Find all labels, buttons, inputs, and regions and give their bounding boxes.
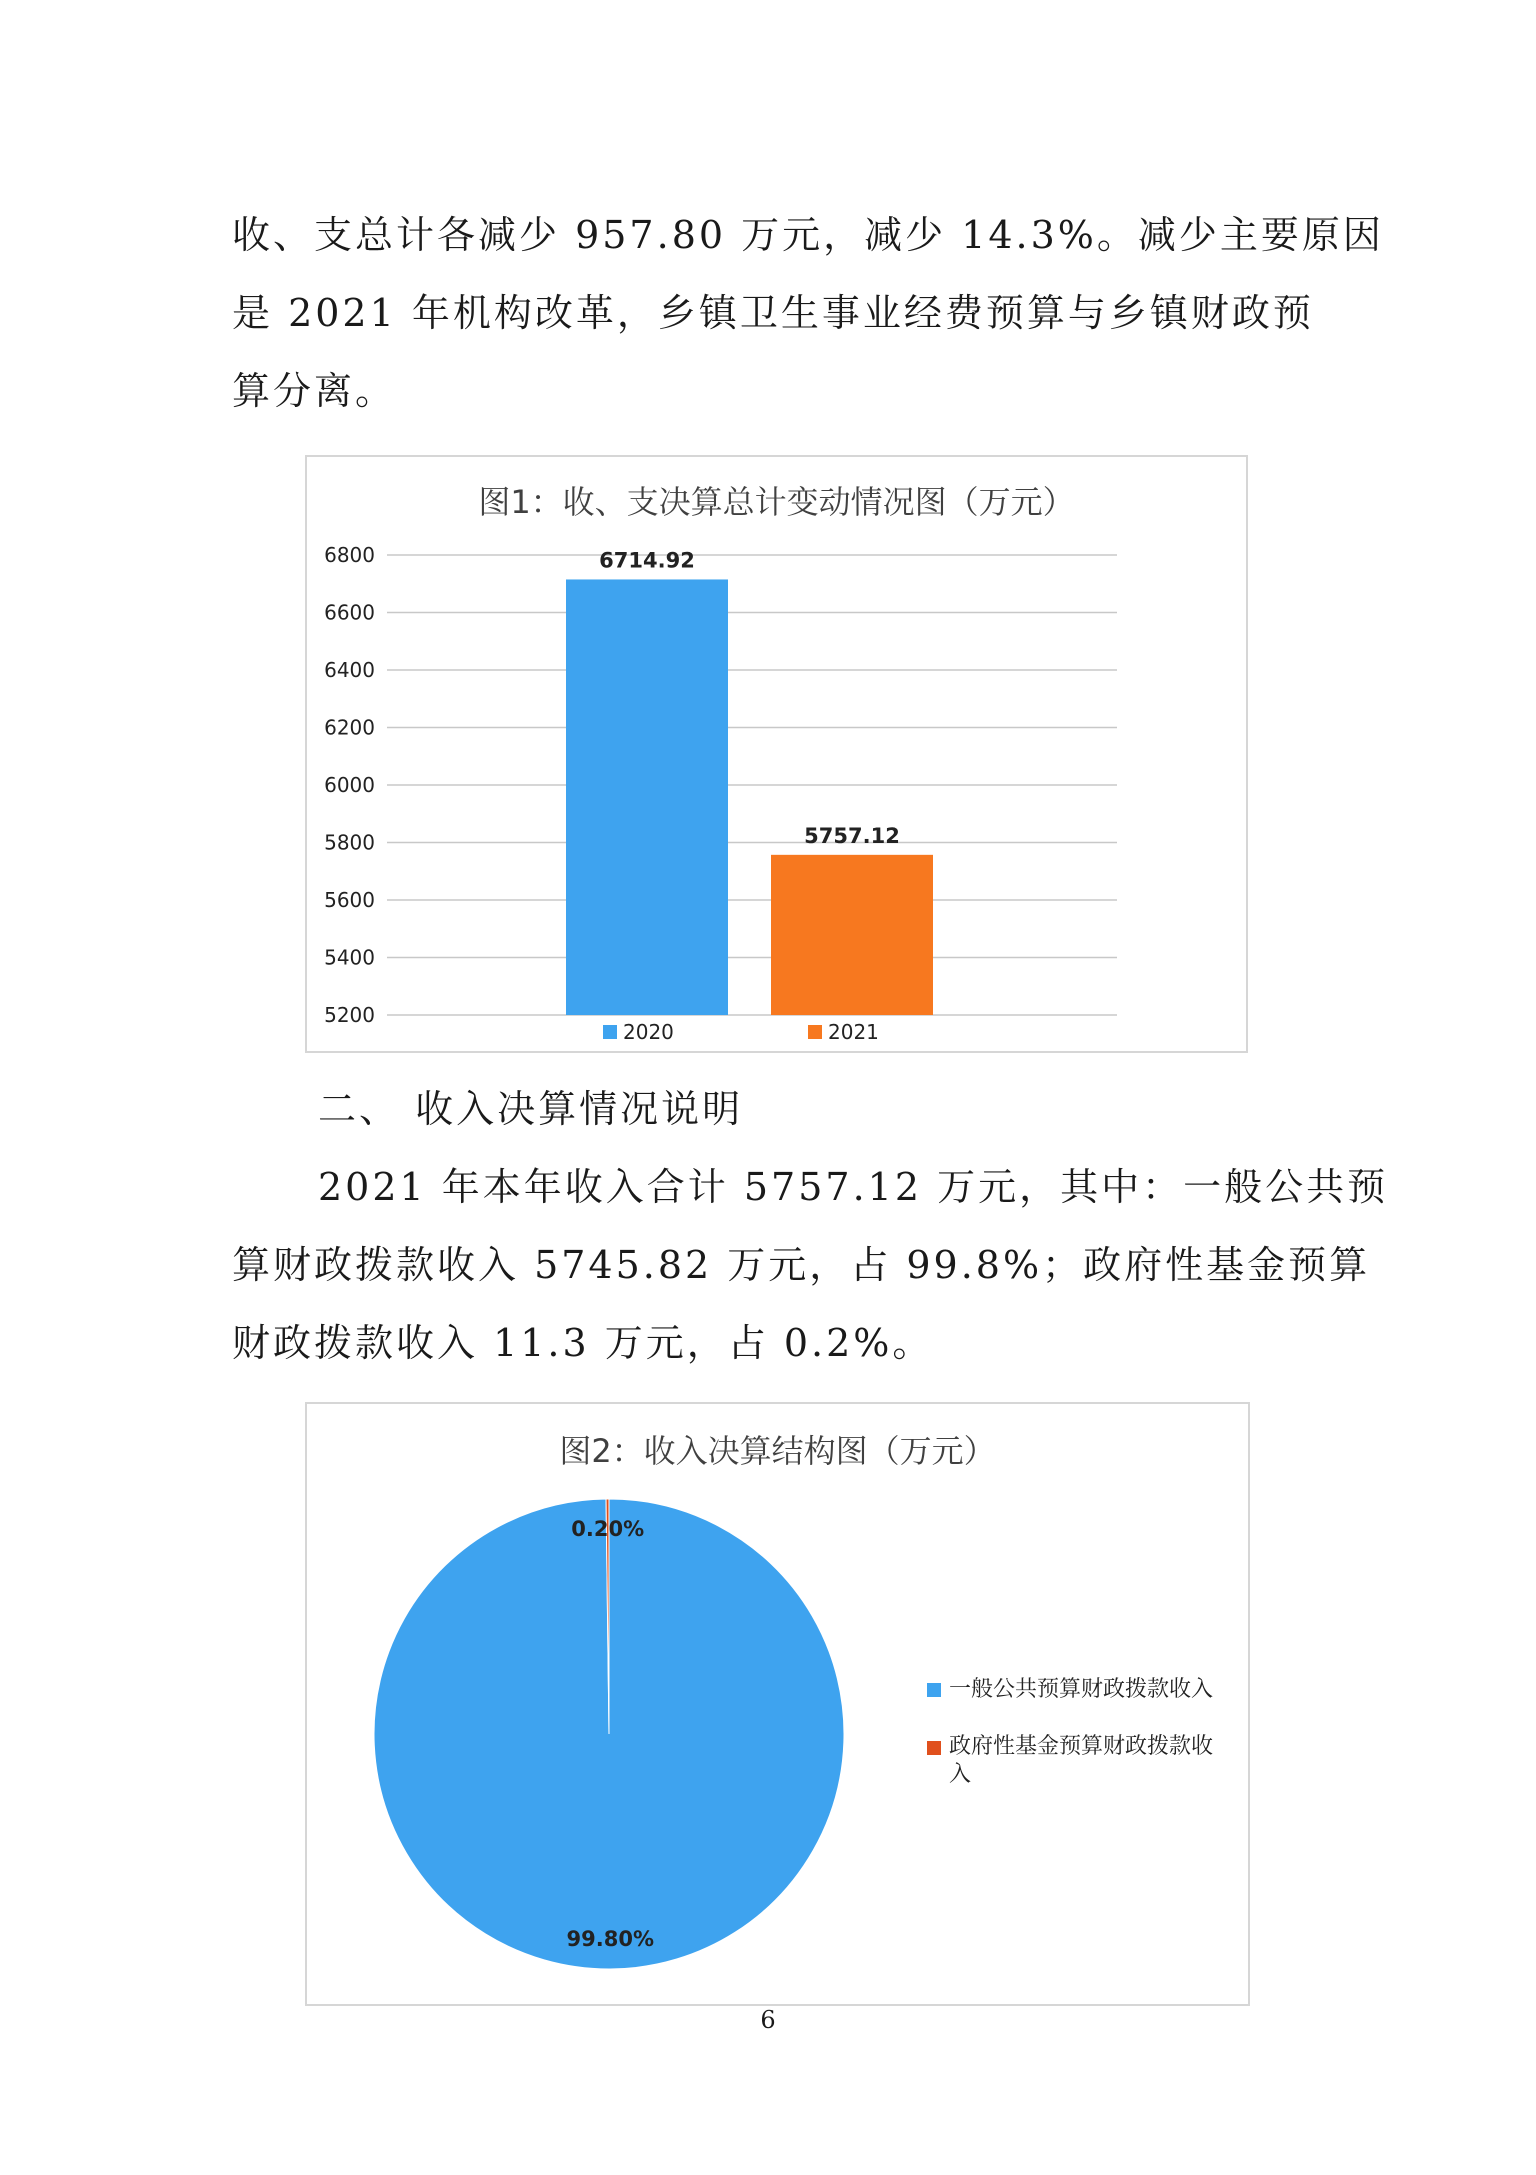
pie-legend <box>927 1672 1227 1789</box>
slice-value-label: 0.20% <box>571 1517 645 1542</box>
legend-swatch <box>808 1025 822 1039</box>
pie-chart-figure <box>305 1402 1250 2006</box>
y-tick-label: 6800 <box>324 543 375 567</box>
paragraph-line: 算分离。 <box>232 369 397 413</box>
y-tick-label: 6200 <box>324 715 375 740</box>
legend-item <box>927 1733 1227 1789</box>
legend-swatch <box>927 1683 941 1697</box>
legend-item <box>927 1672 1227 1703</box>
section-heading <box>318 1070 1398 1148</box>
paragraph-line: 2021 年本年收入合计 5757.12 万元，其中：一般公共预 <box>318 1165 1389 1209</box>
section-heading-text: 二、 收入决算情况说明 <box>318 1087 744 1131</box>
paragraph-line: 财政拨款收入 11.3 万元，占 0.2%。 <box>232 1321 934 1365</box>
page-number: 6 <box>760 2006 776 2034</box>
paragraph-2 <box>232 1148 1389 1382</box>
bar <box>566 579 728 1015</box>
y-tick-label: 5800 <box>324 830 375 855</box>
paragraph-line: 是 2021 年机构改革，乡镇卫生事业经费预算与乡镇财政预 <box>232 291 1314 335</box>
chart-title: 图2：收入决算结构图（万元） <box>559 1432 996 1470</box>
bar-value-label: 6714.92 <box>599 548 695 573</box>
bar-chart-figure <box>305 455 1248 1053</box>
legend-label: 2020 <box>623 1020 674 1044</box>
bar <box>771 855 933 1015</box>
legend-swatch <box>603 1025 617 1039</box>
legend-label: 一般公共预算财政拨款收入 <box>949 1677 1214 1702</box>
legend-swatch <box>927 1741 941 1755</box>
paragraph-line: 算财政拨款收入 5745.82 万元，占 99.8%；政府性基金预算 <box>232 1243 1371 1287</box>
chart-title: 图1：收、支决算总计变动情况图（万元） <box>478 483 1075 521</box>
y-tick-label: 5200 <box>324 1003 375 1027</box>
bar-chart <box>307 457 1246 1051</box>
paragraph-line: 收、支总计各减少 957.80 万元，减少 14.3%。减少主要原因 <box>232 213 1384 257</box>
paragraph-1 <box>232 196 1384 430</box>
y-tick-label: 6000 <box>324 773 375 797</box>
legend-label: 政府性基金预算财政拨款收入 <box>949 1734 1214 1787</box>
y-tick-label: 5600 <box>324 888 375 912</box>
y-tick-label: 6600 <box>324 600 375 625</box>
legend-label: 2021 <box>828 1020 879 1044</box>
bar-value-label: 5757.12 <box>804 823 900 848</box>
y-tick-label: 6400 <box>324 658 375 682</box>
y-tick-label: 5400 <box>324 945 375 970</box>
slice-value-label: 99.80% <box>566 1926 655 1951</box>
